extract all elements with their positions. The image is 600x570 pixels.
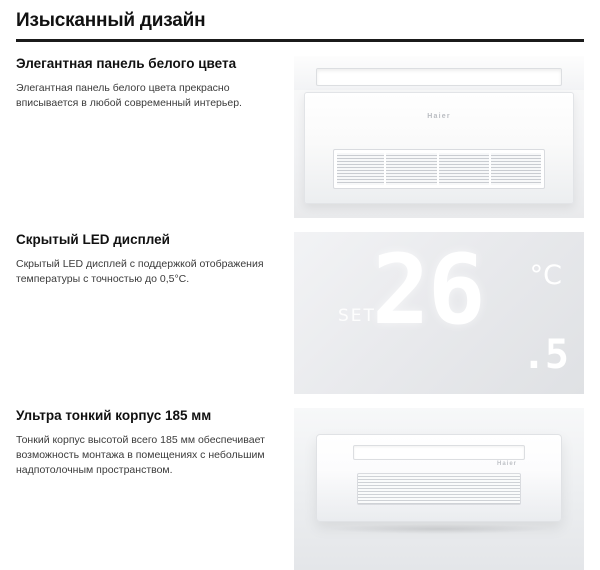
page-title: Изысканный дизайн — [16, 10, 206, 31]
top-air-slot — [353, 445, 525, 460]
led-display — [294, 232, 584, 394]
ceiling-cassette-panel-photo — [294, 56, 584, 218]
air-louver-grille — [357, 473, 521, 505]
ceiling-air-slot — [316, 68, 562, 86]
feature-row-slim — [16, 408, 584, 570]
led-set-label: SET — [338, 306, 376, 326]
feature-title: Скрытый LED дисплей — [16, 232, 170, 247]
feature-row-led — [16, 232, 584, 394]
feature-title: Элегантная панель белого цвета — [16, 56, 237, 71]
feature-body: Элегантная панель белого цвета прекрасно вписывается в любой современный интерьер. — [16, 81, 242, 110]
title-divider — [16, 39, 584, 42]
air-louver-grille — [333, 149, 545, 189]
louver-split — [384, 150, 386, 188]
unit-body — [304, 92, 574, 204]
brand-logo: Haier — [427, 113, 451, 120]
led-degree-unit: °C — [529, 260, 562, 291]
unit-body — [316, 434, 562, 522]
louver-split — [489, 150, 491, 188]
led-display-photo — [294, 232, 584, 394]
feature-text-block — [16, 232, 294, 287]
led-temperature-value: 26 — [372, 234, 484, 346]
louver-split — [437, 150, 439, 188]
feature-body: Скрытый LED дисплей с поддержкой отображения температуры с точностью до 0,5°С. — [16, 257, 264, 286]
louver-vanes — [337, 153, 541, 185]
feature-row-panel — [16, 56, 584, 218]
unit-shadow — [328, 524, 550, 534]
brand-logo: Haier — [496, 461, 517, 467]
page-header — [16, 0, 584, 42]
feature-title: Ультра тонкий корпус 185 мм — [16, 408, 212, 423]
feature-text-block — [16, 56, 294, 111]
led-decimal-value: .5 — [521, 332, 568, 378]
slim-body-photo — [294, 408, 584, 570]
feature-text-block — [16, 408, 294, 479]
feature-body: Тонкий корпус высотой всего 185 мм обеспечивает возможность монтажа в помещениях с небольшим надпотолочным пространством. — [16, 433, 265, 477]
